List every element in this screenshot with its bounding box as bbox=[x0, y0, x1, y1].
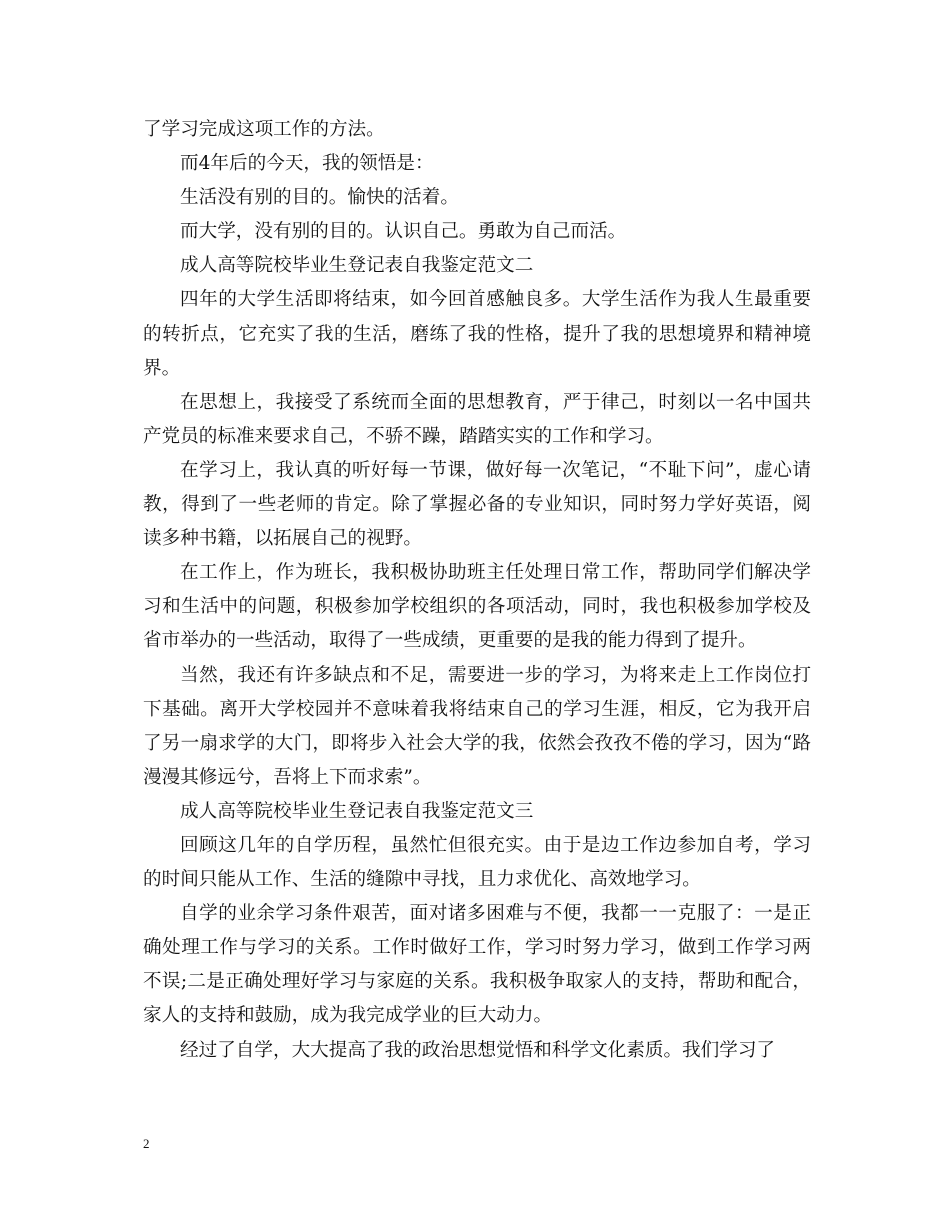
paragraph: 自学的业余学习条件艰苦，面对诸多困难与不便，我都一一克服了：一是正确处理工作与学习的关系。工作时做好工作，学习时努力学习，做到工作学习两不误;二是正确处理好学习与家庭的关系。我积极争取家人的支持，帮助和配合，家人的支持和鼓励，成为我完成学业的巨大动力。 bbox=[143, 903, 811, 1027]
section-heading: 成人高等院校毕业生登记表自我鉴定范文三 bbox=[180, 800, 534, 822]
paragraph: 回顾这几年的自学历程，虽然忙但很充实。由于是边工作边参加自考，学习的时间只能从工作、生活的缝隙中寻找，且力求优化、高效地学习。 bbox=[143, 834, 811, 891]
paragraph: 在学习上，我认真的听好每一节课，做好每一次笔记，“不耻下问”，虚心请教，得到了一些老师的肯定。除了掌握必备的专业知识，同时努力学好英语，阅读多种书籍，以拓展自己的视野。 bbox=[143, 459, 811, 550]
paragraph: 在思想上，我接受了系统而全面的思想教育，严于律己，时刻以一名中国共产党员的标准来要求自己，不骄不躁，踏踏实实的工作和学习。 bbox=[143, 391, 811, 447]
paragraph: 四年的大学生活即将结束，如今回首感触良多。大学生活作为我人生最重要的转折点，它充实了我的生活，磨练了我的性格，提升了我的思想境界和精神境界。 bbox=[143, 289, 811, 379]
paragraph: 而4年后的今天，我的领悟是： bbox=[180, 153, 434, 175]
paragraph: 经过了自学，大大提高了我的政治思想觉悟和科学文化素质。我们学习了 bbox=[180, 1039, 776, 1061]
paragraph: 而大学，没有别的目的。认识自己。勇敢为自己而活。 bbox=[180, 221, 627, 243]
paragraph-continuation: 了学习完成这项工作的方法。 bbox=[143, 119, 385, 140]
paragraph: 当然，我还有许多缺点和不足，需要进一步的学习，为将来走上工作岗位打下基础。离开大学校园并不意味着我将结束自己的学习生涯，相反，它为我开启了另一扇求学的大门，即将步入社会大学的我，依然会孜孜不倦的学习，因为“路漫漫其修远兮，吾将上下而求索”。 bbox=[143, 664, 811, 788]
paragraph: 在工作上，作为班长，我积极协助班主任处理日常工作，帮助同学们解决学习和生活中的问题，积极参加学校组织的各项活动，同时，我也积极参加学校及省市举办的一些活动，取得了一些成绩，更重要的是我的能力得到了提升。 bbox=[143, 562, 811, 652]
paragraph: 生活没有别的目的。愉快的活着。 bbox=[180, 187, 459, 209]
section-heading: 成人高等院校毕业生登记表自我鉴定范文二 bbox=[180, 255, 534, 277]
page-number: 2 bbox=[143, 1136, 150, 1151]
document-body bbox=[143, 113, 811, 1068]
